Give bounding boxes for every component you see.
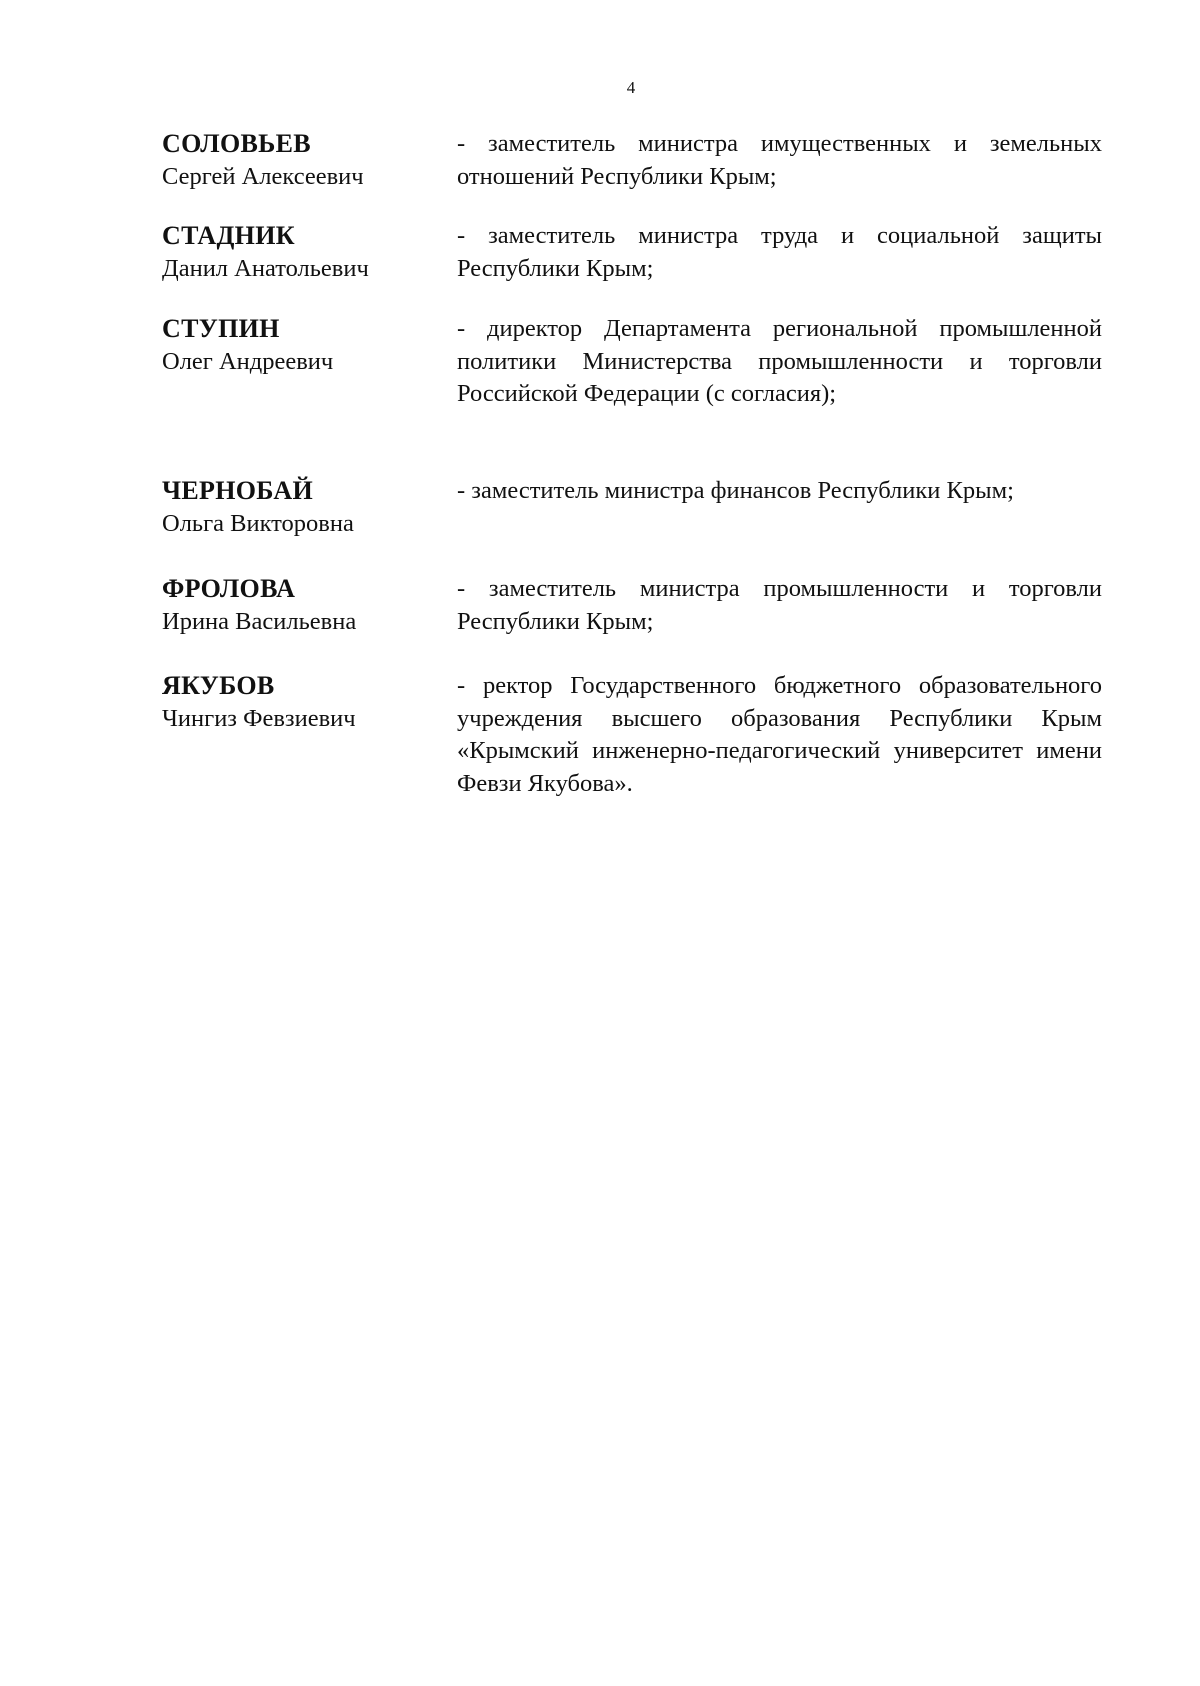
member-surname: СОЛОВЬЕВ	[162, 129, 311, 158]
member-given-names: Сергей Алексеевич	[162, 163, 364, 190]
member-surname: СТУПИН	[162, 314, 280, 343]
member-given-names: Ольга Викторовна	[162, 510, 354, 537]
member-entry	[162, 220, 1102, 285]
member-given-names: Ирина Васильевна	[162, 608, 357, 635]
member-entry	[162, 313, 1102, 411]
member-entry	[162, 128, 1102, 193]
member-position: - заместитель министра труда и социальной защиты Республики Крым;	[457, 222, 1102, 282]
member-surname: СТАДНИК	[162, 221, 295, 250]
member-given-names: Олег Андреевич	[162, 348, 334, 375]
member-name-block	[162, 313, 457, 411]
member-entry	[162, 670, 1102, 800]
member-given-names: Данил Анатольевич	[162, 255, 369, 282]
member-name-block	[162, 670, 457, 800]
page-number: 4	[626, 78, 636, 97]
member-given-names: Чингиз Февзиевич	[162, 705, 356, 732]
member-surname: ЧЕРНОБАЙ	[162, 476, 313, 505]
member-position: - заместитель министра имущественных и земельных отношений Республики Крым;	[457, 130, 1102, 190]
member-name-block	[162, 220, 457, 285]
member-position: - заместитель министра финансов Республики Крым;	[457, 477, 1014, 504]
member-entry	[162, 573, 1102, 638]
member-position: - директор Департамента региональной промышленной политики Министерства промышленности и торговли Российской Федерации (с согласия);	[457, 315, 1102, 407]
member-entry	[162, 475, 1102, 540]
member-name-block	[162, 573, 457, 638]
member-position: - заместитель министра промышленности и торговли Республики Крым;	[457, 575, 1102, 635]
member-surname: ФРОЛОВА	[162, 574, 296, 603]
member-name-block	[162, 475, 457, 540]
member-surname: ЯКУБОВ	[162, 671, 275, 700]
member-name-block	[162, 128, 457, 193]
member-position: - ректор Государственного бюджетного образовательного учреждения высшего образования Республики Крым «Крымский инженерно-педагогический университет имени Февзи Якубова».	[457, 672, 1102, 797]
